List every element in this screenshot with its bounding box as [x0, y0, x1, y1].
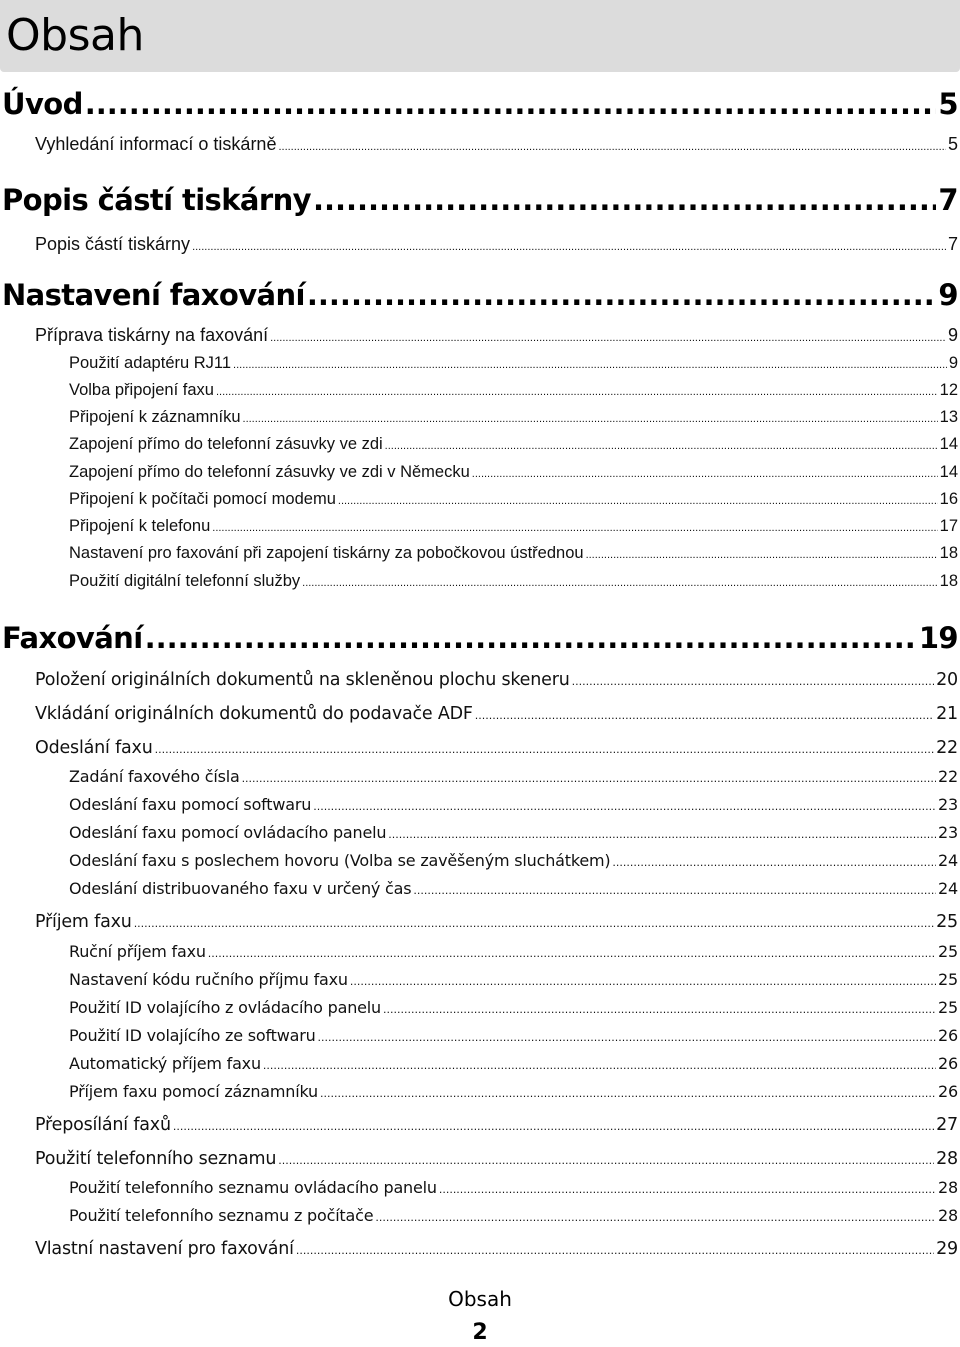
toc-entry-label: Použití digitální telefonní služby [69, 572, 301, 590]
toc-entry-page: 28 [938, 1178, 958, 1197]
toc-entry-page: 25 [938, 942, 958, 961]
toc-subentry[interactable] [69, 1052, 958, 1078]
toc-entry[interactable] [35, 322, 958, 351]
toc-subentry[interactable] [69, 514, 958, 540]
toc-entry-page: 14 [939, 463, 958, 481]
toc-entry-page: 25 [936, 912, 958, 932]
toc-leader-dots [383, 996, 936, 1022]
toc-entry-page: 26 [938, 1082, 958, 1101]
toc-entry-label: Nastavení pro faxování při zapojení tiskárny za pobočkovou ústřednou [69, 544, 584, 562]
toc-leader-dots [278, 1145, 934, 1175]
toc-entry-page: 7 [938, 183, 958, 217]
toc-entry-label: Přeposílání faxů [35, 1115, 171, 1135]
toc-entry-label: Použití telefonního seznamu [35, 1149, 277, 1169]
toc-chapter-faxovani[interactable] [2, 620, 958, 656]
toc-chapter-popis[interactable] [2, 182, 958, 218]
toc-entry-page: 16 [939, 490, 958, 508]
toc-entry-page: 24 [938, 879, 958, 898]
toc-entry-label: Použití telefonního seznamu ovládacího panelu [69, 1178, 437, 1197]
toc-leader-dots [385, 432, 938, 458]
toc-leader-dots [278, 131, 946, 160]
toc-entry-label: Vlastní nastavení pro faxování [35, 1239, 294, 1259]
toc-subentry[interactable] [69, 541, 958, 567]
toc-entry-page: 20 [936, 670, 958, 690]
toc-leader-dots [313, 793, 936, 819]
toc-entry-label: Faxování [2, 621, 143, 655]
toc-leader-dots [233, 351, 947, 377]
toc-entry-page: 25 [938, 998, 958, 1017]
toc-subentry[interactable] [69, 487, 958, 513]
toc-subentry[interactable] [69, 405, 958, 431]
toc-leader-dots [439, 1176, 936, 1202]
toc-leader-dots [263, 1052, 936, 1078]
toc-entry-page: 13 [939, 408, 958, 426]
toc-entry-page: 9 [938, 278, 958, 312]
toc-entry-label: Volba připojení faxu [69, 381, 214, 399]
toc-entry-page: 23 [938, 823, 958, 842]
toc-subentry[interactable] [69, 793, 958, 819]
toc-entry-label: Odeslání distribuovaného faxu v určený čas [69, 879, 412, 898]
toc-entry-page: 21 [936, 704, 958, 724]
toc-leader-dots [586, 541, 938, 567]
toc-entry-page: 14 [939, 435, 958, 453]
toc-entry-label: Zapojení přímo do telefonní zásuvky ve zdi v Německu [69, 463, 470, 481]
toc-subentry[interactable] [69, 460, 958, 486]
toc-leader-dots [270, 322, 946, 351]
toc-entry-page: 12 [939, 381, 958, 399]
toc-entry-label: Odeslání faxu pomocí softwaru [69, 795, 312, 814]
toc-entry-label: Nastavení faxování [2, 278, 305, 312]
toc-entry-label: Připojení k počítači pomocí modemu [69, 490, 336, 508]
toc-leader-dots [388, 821, 936, 847]
toc-entry-page: 22 [936, 738, 958, 758]
toc-subentry[interactable] [69, 378, 958, 404]
toc-entry-label: Použití ID volajícího ze softwaru [69, 1026, 316, 1045]
toc-entry-page: 29 [936, 1239, 958, 1259]
toc-subentry[interactable] [69, 1176, 958, 1202]
toc-leader-dots [350, 968, 936, 994]
toc-subentry[interactable] [69, 996, 958, 1022]
toc-entry-page: 25 [938, 970, 958, 989]
toc-subentry[interactable] [69, 849, 958, 875]
toc-leader-dots [134, 908, 934, 938]
toc-entry-label: Připojení k záznamníku [69, 408, 241, 426]
toc-entry-page: 26 [938, 1054, 958, 1073]
toc-leader-dots [318, 1024, 937, 1050]
toc-leader-dots [85, 86, 937, 122]
toc-chapter-nastaveni[interactable] [2, 277, 958, 313]
toc-leader-dots [320, 1080, 936, 1106]
toc-subentry[interactable] [69, 765, 958, 791]
toc-entry-page: 23 [938, 795, 958, 814]
toc-subentry[interactable] [69, 1024, 958, 1050]
toc-entry-page: 26 [938, 1026, 958, 1045]
toc-entry-label: Připojení k telefonu [69, 517, 211, 535]
toc-subentry[interactable] [69, 432, 958, 458]
toc-entry-label: Zapojení přímo do telefonní zásuvky ve zdi [69, 435, 383, 453]
toc-entry-label: Položení originálních dokumentů na skleněnou plochu skeneru [35, 670, 570, 690]
toc-leader-dots [208, 940, 936, 966]
toc-leader-dots [375, 1204, 936, 1230]
title-bar [0, 0, 960, 72]
toc-entry-label: Úvod [2, 87, 83, 121]
toc-leader-dots [296, 1235, 934, 1265]
toc-leader-dots [307, 277, 937, 313]
toc-entry-label: Popis částí tiskárny [2, 183, 311, 217]
toc-entry[interactable] [35, 1111, 958, 1141]
toc-entry[interactable] [35, 231, 958, 260]
toc-subentry[interactable] [69, 1204, 958, 1230]
toc-entry-page: 7 [947, 234, 958, 254]
toc-leader-dots [216, 378, 938, 404]
toc-leader-dots [145, 620, 917, 656]
toc-entry[interactable] [35, 131, 958, 160]
toc-entry[interactable] [35, 1235, 958, 1265]
toc-leader-dots [338, 487, 938, 513]
toc-leader-dots [413, 877, 936, 903]
toc-leader-dots [313, 182, 936, 218]
toc-entry-label: Použití adaptéru RJ11 [69, 354, 232, 372]
toc-entry-label: Odeslání faxu s poslechem hovoru (Volba se zavěšeným sluchátkem) [69, 851, 611, 870]
footer-section-label: Obsah [448, 1287, 512, 1311]
toc-entry-label: Použití ID volajícího z ovládacího panelu [69, 998, 381, 1017]
toc-entry-page: 19 [918, 621, 958, 655]
toc-leader-dots [173, 1111, 934, 1141]
toc-entry-page: 18 [939, 544, 958, 562]
toc-entry[interactable] [35, 1145, 958, 1175]
toc-leader-dots [475, 700, 934, 730]
toc-entry-page: 9 [948, 354, 958, 372]
toc-leader-dots [155, 734, 935, 764]
toc-subentry[interactable] [69, 351, 958, 377]
footer-page-number: 2 [472, 1320, 488, 1345]
toc-subentry[interactable] [69, 968, 958, 994]
toc-leader-dots [612, 849, 936, 875]
toc-entry[interactable] [35, 666, 958, 696]
toc-subentry[interactable] [69, 821, 958, 847]
toc-entry[interactable] [35, 908, 958, 938]
toc-entry-label: Příjem faxu pomocí záznamníku [69, 1082, 318, 1101]
toc-entry-page: 5 [947, 134, 958, 154]
toc-entry-page: 5 [938, 87, 958, 121]
toc-entry-label: Ruční příjem faxu [69, 942, 206, 961]
toc-entry-label: Odeslání faxu pomocí ovládacího panelu [69, 823, 387, 842]
toc-subentry[interactable] [69, 1080, 958, 1106]
toc-leader-dots [572, 666, 935, 696]
toc-entry-label: Zadání faxového čísla [69, 767, 240, 786]
toc-entry-page: 9 [947, 325, 958, 345]
toc-leader-dots [243, 405, 938, 431]
toc-entry-page: 28 [938, 1206, 958, 1225]
toc-leader-dots [192, 231, 946, 260]
toc-leader-dots [212, 514, 937, 540]
toc-entry-page: 27 [936, 1115, 958, 1135]
toc-leader-dots [302, 569, 938, 595]
toc-subentry[interactable] [69, 877, 958, 903]
toc-entry-label: Vkládání originálních dokumentů do podavače ADF [35, 704, 473, 724]
toc-subentry[interactable] [69, 940, 958, 966]
toc-entry-page: 28 [936, 1149, 958, 1169]
toc-entry-page: 17 [939, 517, 958, 535]
toc-entry-page: 22 [938, 767, 958, 786]
toc-entry-label: Příprava tiskárny na faxování [35, 325, 269, 345]
page-title: Obsah [6, 10, 144, 61]
toc-chapter-uvod[interactable] [2, 86, 958, 122]
toc-entry-label: Popis částí tiskárny [35, 234, 191, 254]
toc-entry[interactable] [35, 734, 958, 764]
toc-entry-label: Vyhledání informací o tiskárně [35, 134, 277, 154]
toc-entry[interactable] [35, 700, 958, 730]
toc-leader-dots [242, 765, 936, 791]
toc-entry-label: Odeslání faxu [35, 738, 153, 758]
toc-entry-label: Nastavení kódu ručního příjmu faxu [69, 970, 348, 989]
toc-entry-page: 24 [938, 851, 958, 870]
toc-subentry[interactable] [69, 569, 958, 595]
toc-leader-dots [472, 460, 938, 486]
toc-entry-label: Automatický příjem faxu [69, 1054, 261, 1073]
toc-entry-label: Příjem faxu [35, 912, 132, 932]
toc-entry-label: Použití telefonního seznamu z počítače [69, 1206, 374, 1225]
toc-entry-page: 18 [939, 572, 958, 590]
